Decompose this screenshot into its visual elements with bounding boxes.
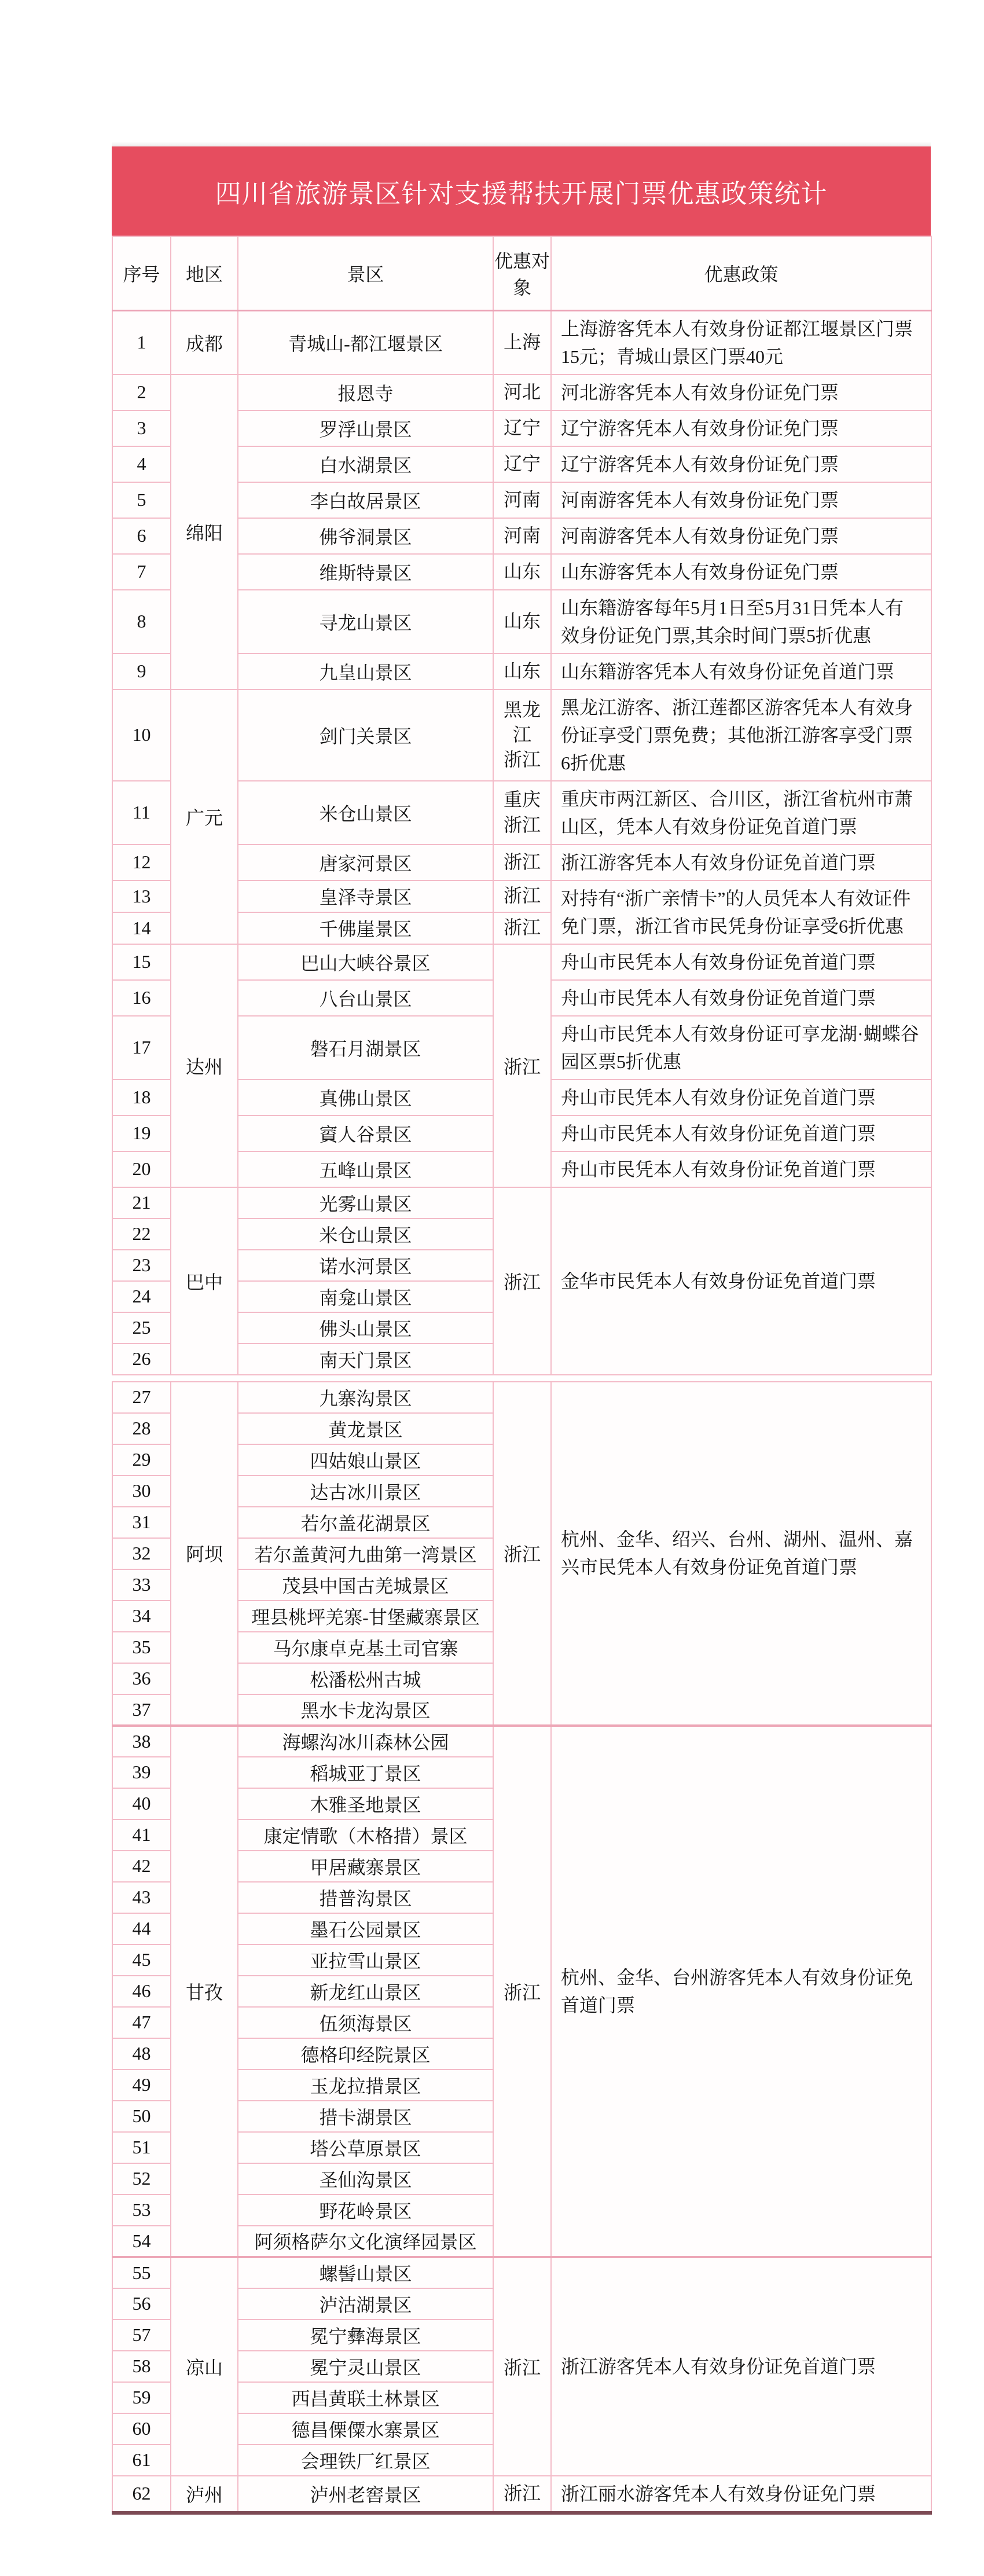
scenic-cell: 黄龙景区	[238, 1413, 493, 1444]
scenic-cell: 泸州老窖景区	[238, 2476, 493, 2513]
index-cell: 13	[112, 880, 171, 912]
index-cell: 60	[112, 2413, 171, 2445]
index-cell: 33	[112, 1569, 171, 1601]
index-cell: 8	[112, 590, 171, 654]
target-cell	[493, 310, 551, 375]
policy-cell: 浙江丽水游客凭本人有效身份证免门票	[551, 2476, 931, 2513]
index-cell: 25	[112, 1312, 171, 1344]
policy-cell: 舟山市民凭本人有效身份证免首道门票	[551, 1115, 931, 1151]
table-row	[112, 1382, 931, 1413]
scenic-cell: 野花岭景区	[238, 2195, 493, 2226]
scenic-cell: 白水湖景区	[238, 446, 493, 482]
table-row	[112, 375, 931, 410]
table-title: 四川省旅游景区针对支援帮扶开展门票优惠政策统计	[215, 179, 828, 208]
policy-cell: 河北游客凭本人有效身份证免门票	[551, 375, 931, 410]
scenic-cell: 伍须海景区	[238, 2007, 493, 2038]
target-line: 辽宁	[503, 417, 541, 438]
scenic-cell: 八台山景区	[238, 980, 493, 1016]
region-cell: 巴中	[171, 1187, 238, 1375]
top-shadow-strip	[112, 142, 931, 146]
index-cell: 6	[112, 518, 171, 554]
scenic-cell: 米仓山景区	[238, 781, 493, 845]
index-cell: 50	[112, 2101, 171, 2132]
scenic-cell: 达古冰川景区	[238, 1476, 493, 1507]
scenic-cell: 李白故居景区	[238, 482, 493, 518]
column-header-seq: 序号	[112, 236, 171, 310]
policy-cell: 黑龙江游客、浙江莲都区游客凭本人有效身份证享受门票免费；其他浙江游客享受门票6折优惠	[551, 689, 931, 781]
index-cell: 7	[112, 554, 171, 590]
target-cell	[493, 781, 551, 845]
policy-cell: 杭州、金华、台州游客凭本人有效身份证免首道门票	[551, 1726, 931, 2257]
policy-cell: 重庆市两江新区、合川区，浙江省杭州市萧山区，凭本人有效身份证免首道门票	[551, 781, 931, 845]
index-cell: 24	[112, 1281, 171, 1312]
scenic-cell: 佛头山景区	[238, 1312, 493, 1344]
scenic-cell: 康定情歌（木格措）景区	[238, 1819, 493, 1851]
table-row	[112, 2257, 931, 2288]
target-cell: 浙江	[493, 1726, 551, 2257]
index-cell: 17	[112, 1016, 171, 1080]
scenic-cell: 巴山大峡谷景区	[238, 944, 493, 980]
index-cell: 40	[112, 1788, 171, 1819]
table-row	[112, 1187, 931, 1219]
index-cell: 11	[112, 781, 171, 845]
scenic-cell: 德格印经院景区	[238, 2038, 493, 2069]
target-cell	[493, 845, 551, 880]
scenic-cell: 会理铁厂红景区	[238, 2445, 493, 2476]
scenic-cell: 玉龙拉措景区	[238, 2069, 493, 2101]
index-cell: 14	[112, 912, 171, 944]
index-cell: 42	[112, 1851, 171, 1882]
target-line: 浙江	[503, 749, 541, 770]
policy-table-upper	[112, 236, 932, 1375]
table-title-banner	[112, 146, 931, 236]
scenic-cell: 措普沟景区	[238, 1882, 493, 1913]
policy-cell: 河南游客凭本人有效身份证免门票	[551, 482, 931, 518]
table-row	[112, 944, 931, 980]
index-cell: 44	[112, 1913, 171, 1944]
policy-table-sheet	[112, 142, 931, 2515]
scenic-cell: 阿须格萨尔文化演绎园景区	[238, 2226, 493, 2257]
index-cell: 4	[112, 446, 171, 482]
policy-cell: 上海游客凭本人有效身份证都江堰景区门票15元；青城山景区门票40元	[551, 310, 931, 375]
scenic-cell: 唐家河景区	[238, 845, 493, 880]
scenic-cell: 青城山-都江堰景区	[238, 310, 493, 375]
region-cell: 凉山	[171, 2257, 238, 2476]
scenic-cell: 冕宁灵山景区	[238, 2351, 493, 2382]
scenic-cell: 冕宁彝海景区	[238, 2320, 493, 2351]
scenic-cell: 稻城亚丁景区	[238, 1757, 493, 1788]
target-line: 浙江	[503, 885, 541, 907]
index-cell: 52	[112, 2163, 171, 2195]
target-cell	[493, 446, 551, 482]
scenic-cell: 新龙红山景区	[238, 1976, 493, 2007]
scenic-cell: 真佛山景区	[238, 1080, 493, 1115]
index-cell: 53	[112, 2195, 171, 2226]
target-line: 浙江	[503, 917, 541, 938]
index-cell: 30	[112, 1476, 171, 1507]
index-cell: 55	[112, 2257, 171, 2288]
index-cell: 21	[112, 1187, 171, 1219]
scenic-cell: 西昌黄联土林景区	[238, 2382, 493, 2413]
policy-cell: 杭州、金华、绍兴、台州、湖州、温州、嘉兴市民凭本人有效身份证免首道门票	[551, 1382, 931, 1726]
index-cell: 57	[112, 2320, 171, 2351]
target-cell	[493, 2476, 551, 2513]
index-cell: 18	[112, 1080, 171, 1115]
table-row	[112, 1726, 931, 1757]
region-cell: 广元	[171, 689, 238, 944]
index-cell: 31	[112, 1507, 171, 1538]
column-header-scenic: 景区	[238, 236, 493, 310]
index-cell: 2	[112, 375, 171, 410]
policy-cell: 河南游客凭本人有效身份证免门票	[551, 518, 931, 554]
target-line: 浙江	[503, 814, 541, 835]
policy-cell: 舟山市民凭本人有效身份证免首道门票	[551, 944, 931, 980]
region-cell: 甘孜	[171, 1726, 238, 2257]
index-cell: 26	[112, 1344, 171, 1375]
index-cell: 58	[112, 2351, 171, 2382]
index-cell: 35	[112, 1632, 171, 1663]
scenic-cell: 松潘松州古城	[238, 1663, 493, 1694]
policy-cell: 浙江游客凭本人有效身份证免首道门票	[551, 2257, 931, 2476]
index-cell: 10	[112, 689, 171, 781]
index-cell: 62	[112, 2476, 171, 2513]
target-cell: 浙江	[493, 1382, 551, 1726]
target-line: 山东	[503, 610, 541, 632]
index-cell: 34	[112, 1601, 171, 1632]
index-cell: 39	[112, 1757, 171, 1788]
scenic-cell: 光雾山景区	[238, 1187, 493, 1219]
index-cell: 56	[112, 2288, 171, 2320]
index-cell: 23	[112, 1250, 171, 1281]
policy-cell: 金华市民凭本人有效身份证免首道门票	[551, 1187, 931, 1375]
target-cell	[493, 590, 551, 654]
index-cell: 37	[112, 1694, 171, 1726]
target-line: 山东	[503, 560, 541, 582]
index-cell: 61	[112, 2445, 171, 2476]
scenic-cell: 泸沽湖景区	[238, 2288, 493, 2320]
scenic-cell: 报恩寺	[238, 375, 493, 410]
scenic-cell: 甲居藏寨景区	[238, 1851, 493, 1882]
target-cell	[493, 375, 551, 410]
scenic-cell: 圣仙沟景区	[238, 2163, 493, 2195]
target-line: 河南	[503, 524, 541, 546]
scenic-cell: 九皇山景区	[238, 654, 493, 689]
scenic-cell: 德昌傈僳水寨景区	[238, 2413, 493, 2445]
policy-cell: 浙江游客凭本人有效身份证免首道门票	[551, 845, 931, 880]
policy-cell: 对持有“浙广亲情卡”的人员凭本人有效证件免门票，浙江省市民凭身份证享受6折优惠	[551, 880, 931, 944]
policy-cell: 辽宁游客凭本人有效身份证免门票	[551, 446, 931, 482]
policy-cell: 舟山市民凭本人有效身份证免首道门票	[551, 980, 931, 1016]
target-line: 重庆	[503, 789, 541, 810]
index-cell: 28	[112, 1413, 171, 1444]
target-cell: 浙江	[493, 1187, 551, 1375]
policy-cell: 辽宁游客凭本人有效身份证免门票	[551, 410, 931, 446]
scenic-cell: 千佛崖景区	[238, 912, 493, 944]
index-cell: 47	[112, 2007, 171, 2038]
column-header-region: 地区	[171, 236, 238, 310]
index-cell: 15	[112, 944, 171, 980]
section-gap	[112, 1375, 931, 1381]
index-cell: 45	[112, 1944, 171, 1976]
index-cell: 48	[112, 2038, 171, 2069]
scenic-cell: 米仓山景区	[238, 1219, 493, 1250]
index-cell: 59	[112, 2382, 171, 2413]
region-cell: 成都	[171, 310, 238, 375]
table-row	[112, 689, 931, 781]
policy-table-lower	[112, 1381, 932, 2515]
scenic-cell: 维斯特景区	[238, 554, 493, 590]
scenic-cell: 皇泽寺景区	[238, 880, 493, 912]
index-cell: 51	[112, 2132, 171, 2163]
scenic-cell: 措卡湖景区	[238, 2101, 493, 2132]
index-cell: 19	[112, 1115, 171, 1151]
policy-cell: 舟山市民凭本人有效身份证可享龙湖·蝴蝶谷园区票5折优惠	[551, 1016, 931, 1080]
scenic-cell: 剑门关景区	[238, 689, 493, 781]
scenic-cell: 五峰山景区	[238, 1151, 493, 1187]
target-cell	[493, 482, 551, 518]
target-line: 山东	[503, 660, 541, 681]
index-cell: 41	[112, 1819, 171, 1851]
index-cell: 3	[112, 410, 171, 446]
index-cell: 9	[112, 654, 171, 689]
index-cell: 22	[112, 1219, 171, 1250]
scenic-cell: 佛爷洞景区	[238, 518, 493, 554]
table-row	[112, 2476, 931, 2513]
index-cell: 36	[112, 1663, 171, 1694]
target-cell	[493, 880, 551, 912]
column-header-target: 优惠对象	[493, 236, 551, 310]
scenic-cell: 賨人谷景区	[238, 1115, 493, 1151]
target-line: 黑龙江	[503, 699, 541, 745]
policy-cell: 山东游客凭本人有效身份证免门票	[551, 554, 931, 590]
index-cell: 27	[112, 1382, 171, 1413]
scenic-cell: 马尔康卓克基土司官寨	[238, 1632, 493, 1663]
target-line: 浙江	[503, 851, 541, 872]
index-cell: 43	[112, 1882, 171, 1913]
scenic-cell: 茂县中国古羌城景区	[238, 1569, 493, 1601]
region-cell: 泸州	[171, 2476, 238, 2513]
target-line: 浙江	[503, 2482, 541, 2504]
index-cell: 46	[112, 1976, 171, 2007]
target-cell	[493, 912, 551, 944]
target-cell: 浙江	[493, 944, 551, 1187]
policy-cell: 山东籍游客每年5月1日至5月31日凭本人有效身份证免门票,其余时间门票5折优惠	[551, 590, 931, 654]
table-row	[112, 310, 931, 375]
scenic-cell: 若尔盖花湖景区	[238, 1507, 493, 1538]
scenic-cell: 若尔盖黄河九曲第一湾景区	[238, 1538, 493, 1569]
target-cell	[493, 518, 551, 554]
target-line: 河南	[503, 489, 541, 510]
target-cell	[493, 654, 551, 689]
policy-cell: 舟山市民凭本人有效身份证免首道门票	[551, 1080, 931, 1115]
policy-cell: 舟山市民凭本人有效身份证免首道门票	[551, 1151, 931, 1187]
target-line: 上海	[503, 331, 541, 353]
column-header-policy: 优惠政策	[551, 236, 931, 310]
region-cell: 达州	[171, 944, 238, 1187]
scenic-cell: 墨石公园景区	[238, 1913, 493, 1944]
index-cell: 32	[112, 1538, 171, 1569]
region-cell: 阿坝	[171, 1382, 238, 1726]
target-cell	[493, 554, 551, 590]
scenic-cell: 诺水河景区	[238, 1250, 493, 1281]
scenic-cell: 理县桃坪羌寨-甘堡藏寨景区	[238, 1601, 493, 1632]
scenic-cell: 南龛山景区	[238, 1281, 493, 1312]
scenic-cell: 螺髻山景区	[238, 2257, 493, 2288]
scenic-cell: 九寨沟景区	[238, 1382, 493, 1413]
index-cell: 29	[112, 1444, 171, 1476]
target-cell	[493, 689, 551, 781]
region-cell: 绵阳	[171, 375, 238, 689]
index-cell: 54	[112, 2226, 171, 2257]
scenic-cell: 南天门景区	[238, 1344, 493, 1375]
scenic-cell: 黑水卡龙沟景区	[238, 1694, 493, 1726]
scenic-cell: 罗浮山景区	[238, 410, 493, 446]
index-cell: 49	[112, 2069, 171, 2101]
scenic-cell: 海螺沟冰川森林公园	[238, 1726, 493, 1757]
index-cell: 16	[112, 980, 171, 1016]
target-cell: 浙江	[493, 2257, 551, 2476]
scenic-cell: 寻龙山景区	[238, 590, 493, 654]
target-cell	[493, 410, 551, 446]
scenic-cell: 四姑娘山景区	[238, 1444, 493, 1476]
header-row	[112, 236, 931, 310]
scenic-cell: 塔公草原景区	[238, 2132, 493, 2163]
index-cell: 20	[112, 1151, 171, 1187]
scenic-cell: 木雅圣地景区	[238, 1788, 493, 1819]
index-cell: 38	[112, 1726, 171, 1757]
policy-cell: 山东籍游客凭本人有效身份证免首道门票	[551, 654, 931, 689]
index-cell: 1	[112, 310, 171, 375]
target-line: 河北	[503, 381, 541, 402]
scenic-cell: 磐石月湖景区	[238, 1016, 493, 1080]
index-cell: 5	[112, 482, 171, 518]
index-cell: 12	[112, 845, 171, 880]
target-line: 辽宁	[503, 453, 541, 474]
scenic-cell: 亚拉雪山景区	[238, 1944, 493, 1976]
